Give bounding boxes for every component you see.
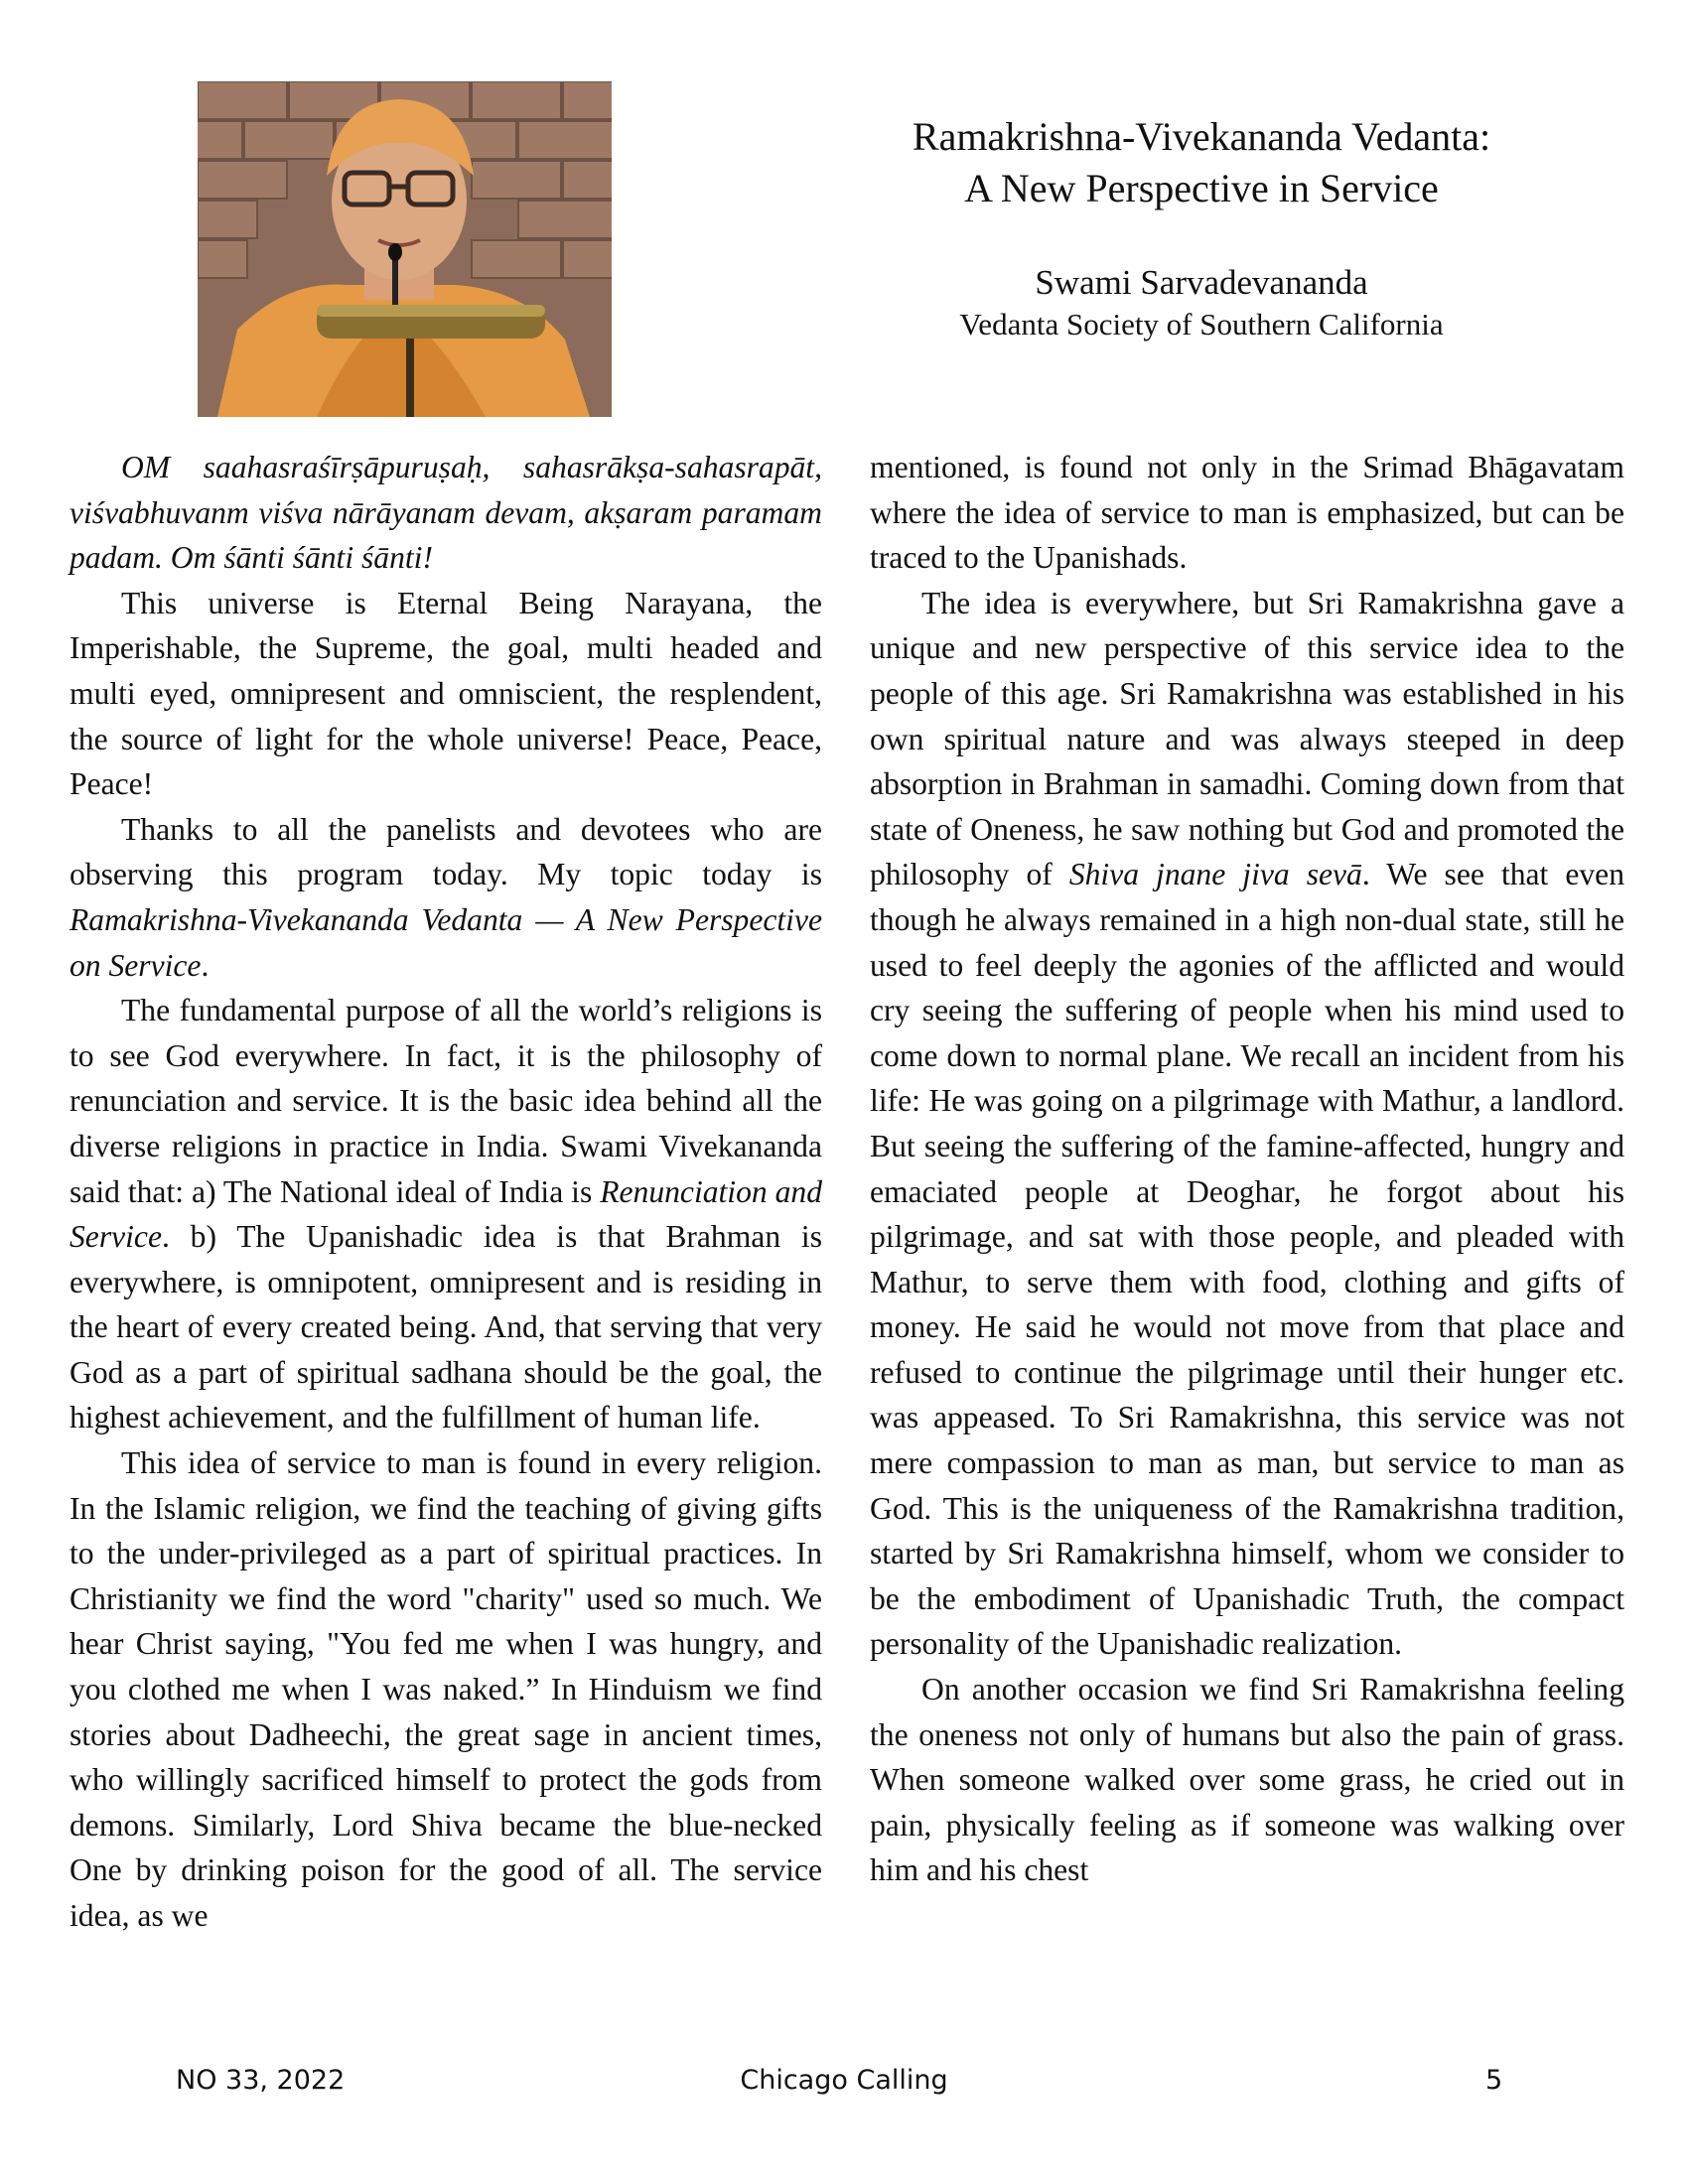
paragraph-text: . — [201, 947, 210, 983]
article-author: Swami Sarvadevananda — [1035, 263, 1368, 302]
author-photo — [198, 81, 612, 417]
page-number: 5 — [1485, 2065, 1503, 2096]
invocation-text: OM saahasraśīrṣāpuruṣaḥ, sahasrākṣa-sahasrapāt, viśvabhuvanm viśva nārāyanam devam, akṣaram paramam padam. Om śānti śānti śānti! — [70, 450, 822, 576]
ideal-phrase: Renunciation and Service — [70, 1173, 823, 1255]
paragraph: This universe is Eternal Being Narayana, the Imperishable, the Supreme, the goal, multi headed and multi eyed, omnipresent and omniscient, the resplendent, the source of light for the whole universe! Peace, Peace, Peace! — [70, 585, 822, 802]
invocation — [70, 445, 822, 581]
paragraph — [70, 807, 822, 988]
paragraph: On another occasion we find Sri Ramakrishna feeling the oneness not only of humans but also the pain of grass. When someone walked over some grass, he cried out in pain, physically feeling as if someone was walking over him and his chest — [870, 1672, 1624, 1888]
article-title-line-2: A New Perspective in Service — [964, 166, 1439, 210]
author-affiliation: Vedanta Society of Southern California — [959, 307, 1444, 341]
topic-title: Ramakrishna-Vivekananda Vedanta — A New Perspective on Service — [70, 901, 822, 983]
issue-number: NO 33, 2022 — [176, 2065, 346, 2096]
paragraph: mentioned, is found not only in the Srimad Bhāgavatam where the idea of service to man is emphasized, but can be traced to the Upanishads. — [870, 450, 1624, 576]
article-header — [715, 111, 1609, 343]
paragraph-text: The fundamental purpose of all the world’s religions is to see God everywhere. In fact, it is the philosophy of renunciation and service. It is the basic idea behind all the diverse religions in practice in India. Swami Vivekananda said that: a) The National ideal of India is — [70, 993, 822, 1209]
article-title-line-1: Ramakrishna-Vivekananda Vedanta: — [912, 114, 1491, 159]
paragraph-text: The idea is everywhere, but Sri Ramakrishna gave a unique and new perspective of this service idea to the people of this age. Sri Ramakrishna was established in his own spiritual nature and was always steeped in deep absorption in Brahman in samadhi. Coming down from that state of Oneness, he saw nothing but God and promoted the philosophy of — [870, 585, 1624, 892]
paragraph: This idea of service to man is found in every religion. In the Islamic religion, we find the teaching of giving gifts to the under-privileged as a part of spiritual practices. In Christianity we find the word "charity" used so much. We hear Christ saying, "You fed me when I was hungry, and you clothed me when I was naked.” In Hinduism we find stories about Dadheechi, the great sage in ancient times, who willingly sacrificed himself to protect the gods from demons. Similarly, Lord Shiva became the blue-necked One by drinking poison for the good of all. The service idea, as we — [70, 1445, 822, 1933]
left-column — [70, 445, 822, 1939]
paragraph — [870, 581, 1624, 1667]
paragraph — [70, 988, 822, 1440]
sanskrit-phrase: Shiva jnane jiva sevā — [1068, 857, 1362, 892]
paragraph-text: . We see that even though he always remained in a high non-dual state, still he used to feel deeply the agonies of the afflicted and would cry seeing the suffering of people when his mind used to come down to normal plane. We recall an incident from his life: He was going on a pilgrimage with Mathur, a landlord. But seeing the suffering of the famine-affected, hungry and emaciated people at Deoghar, he forgot about his pilgrimage, and sat with those people, and pleaded with Mathur, to serve them with food, clothing and gifts of money. He said he would not move from that place and refused to continue the pilgrimage until their hunger etc. was appeased. To Sri Ramakrishna, this service was not mere compassion to man as man, but service to man as God. This is the uniqueness of the Ramakrishna tradition, started by Sri Ramakrishna himself, whom we consider to be the embodiment of Upanishadic Truth, the compact personality of the Upanishadic realization. — [870, 857, 1624, 1662]
article-title — [715, 111, 1609, 214]
right-column — [870, 445, 1624, 1893]
paragraph-text: . b) The Upanishadic idea is that Brahman is everywhere, is omnipotent, omnipresent and is residing in the heart of every created being. And, that serving that very God as a part of spiritual sadhana should be the goal, the highest achievement, and the fulfillment of human life. — [70, 1219, 822, 1435]
magazine-name: Chicago Calling — [740, 2065, 948, 2096]
page-footer — [0, 2065, 1688, 2105]
paragraph-text: Thanks to all the panelists and devotees who are observing this program today. My topic today is — [70, 811, 822, 892]
